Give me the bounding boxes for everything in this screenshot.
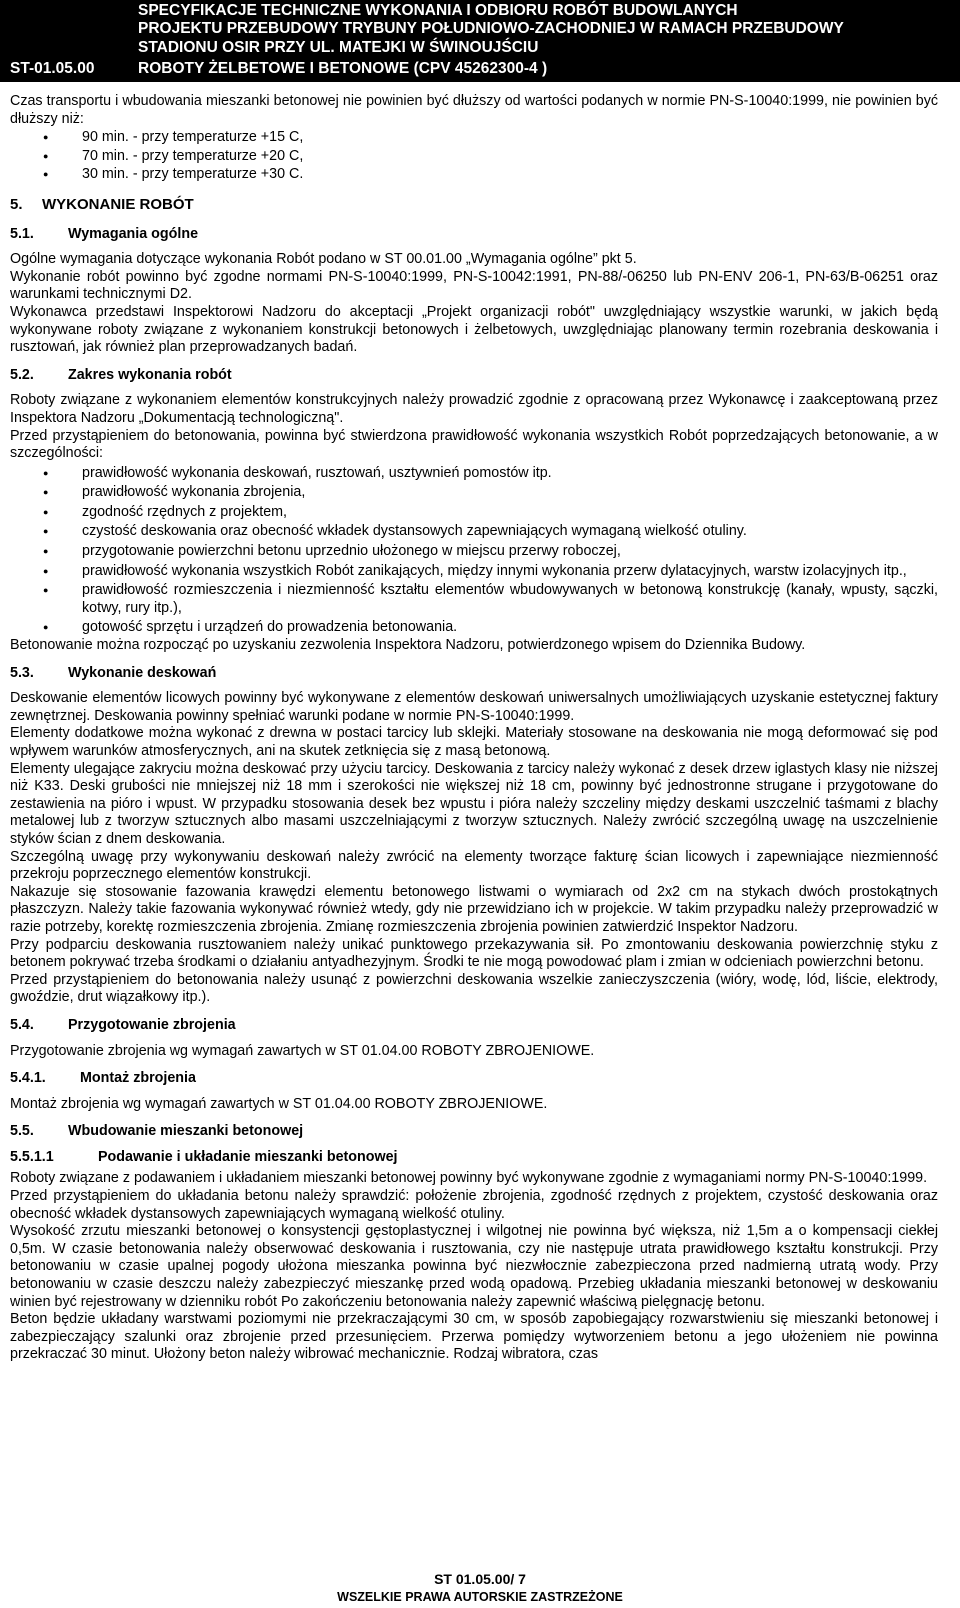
section-title: Wymagania ogólne — [68, 225, 199, 242]
list-item: ● czystość deskowania oraz obecność wkładek dystansowych zapewniających wymaganą wielkość otuliny. — [10, 523, 938, 541]
section-heading-5-2 — [10, 367, 938, 385]
paragraph: Montaż zbrojenia wg wymagań zawartych w ST 01.04.00 ROBOTY ZBROJENIOWE. — [10, 1095, 548, 1112]
paragraph: Elementy ulegające zakryciu można deskować przy użyciu tarcicy. Deskowania z tarcicy należy wykonać z desek drzew iglastych klasy nie niższej niż K33. Deski grubości nie mniejszej niż 18 mm i szerokości nie większej niż 18 cm, powinny być jednostronne strugane i przygotowane do zestawienia na pióro i wpust. W przypadku stosowania desek bez wpustu i pióra należy szczeliny między deskami uszczelnić taśmami z blachy metalowej lub z tworzyw sztucznych albo masami uszczelniającymi z tworzyw sztucznych. Należy zwrócić szczególną uwagę na uszczelnienie styków ścian z dnem deskowania. — [10, 760, 938, 847]
section-number: 5. — [10, 195, 23, 213]
section-number: 5.2. — [10, 366, 34, 383]
paragraph: Przed przystąpieniem do betonowania należy usunąć z powierzchni deskowania wszelkie zanieczyszczenia (wióry, wodę, lód, liście, elektrody, gwoździe, drut wiązałkowy itp.). — [10, 971, 938, 1006]
section-number: 5.5.1.1 — [10, 1148, 54, 1165]
list-item: ● 70 min. - przy temperaturze +20 C, — [10, 148, 938, 166]
paragraph: Szczególną uwagę przy wykonywaniu deskowań należy zwrócić na elementy tworzące fakturę ścian licowych i zapewniające niezmienność przekroju poprzecznego elementów konstrukcji. — [10, 848, 938, 883]
intro-paragraph: Czas transportu i wbudowania mieszanki betonowej nie powinien być dłuższy od wartości podanych w normie PN-S-10040:1999, nie powinien być dłuższy niż: — [10, 93, 938, 127]
list-item: ● przygotowanie powierzchni betonu uprzednio ułożonego w miejscu przerwy roboczej, — [10, 543, 938, 561]
list-item: ● prawidłowość wykonania deskowań, rusztowań, usztywnień pomostów itp. — [10, 465, 938, 483]
document-header — [0, 0, 960, 82]
header-line-3: STADIONU OSIR PRZY UL. MATEJKI W ŚWINOUJŚCIU — [138, 39, 539, 56]
paragraph: Przed przystąpieniem do betonowania, powinna być stwierdzona prawidłowość wykonania wszystkich Robót poprzedzających betonowanie, a w szczególności: — [10, 427, 938, 462]
paragraph: Elementy dodatkowe można wykonać z drewna w postaci tarcicy lub sklejki. Materiały stosowane na deskowania nie mogą deformować się pod wpływem warunków atmosferycznych, ani na skutek zetknięcia się z masą betonową. — [10, 725, 938, 759]
paragraph: Wysokość zrzutu mieszanki betonowej o konsystencji gęstoplastycznej i wilgotnej nie powinna być większa, niż 1,5m a o kompensacji ciekłej 0,5m. W czasie betonowania należy obserwować deskowania i rusztowania, czy nie następuje utrata prawidłowego kształtu konstrukcji. Przy betonowaniu w czasie upalnej pogody ułożona mieszanka powinna być niezwłocznie zabezpieczona przed nadmierną utratą wody. Przy betonowaniu w czasie deszczu należy zabezpieczyć mieszankę przed wodą opadową. Przebieg układania mieszanki betonowej w deskowaniu winien być rejestrowany w dzienniku robót Po zakończeniu betonowania należy zapewnić właściwą pielęgnację betonu. — [10, 1223, 938, 1310]
paragraph: Przed przystąpieniem do układania betonu należy sprawdzić: położenie zbrojenia, zgodność rzędnych z projektem, czystość deskowania oraz obecność wkładek dystansowych zapewniających wymaganą wielkość otuliny. — [10, 1188, 938, 1222]
section-number: 5.5. — [10, 1123, 34, 1140]
paragraph: Ogólne wymagania dotyczące wykonania Robót podano w ST 00.01.00 „Wymagania ogólne” pkt 5. — [10, 251, 637, 268]
page-number: ST 01.05.00/ 7 — [434, 1571, 526, 1587]
paragraph: Deskowanie elementów licowych powinny być wykonywane z elementów deskowań uniwersalnych umożliwiających uzyskanie estetycznej faktury zewnętrznej. Deskowania powinny spełniać warunki podane w normie PN-S-10040:1999. — [10, 690, 938, 724]
copyright-notice: WSZELKIE PRAWA AUTORSKIE ZASTRZEŻONE — [337, 1590, 623, 1604]
paragraph: Przy podparciu deskowania rusztowaniem należy unikać punktowego przekazywania sił. Po zmontowaniu deskowania powierzchnię styku z betonem pokrywać trzeba środkami o działaniu antyadhezyjnym. Środki te nie mogą powodować plam i zmian w odcieniach powierzchni betonu. — [10, 936, 938, 971]
section-heading-5-5-1-1 — [10, 1149, 938, 1167]
spec-title: ROBOTY ŻELBETOWE I BETONOWE (CPV 45262300-4 ) — [138, 60, 548, 77]
paragraph: Wykonawca przedstawi Inspektorowi Nadzoru do akceptacji „Projekt organizacji robót" uwzględniający wszystkie warunki, w jakich będą wykonywane roboty związane z wykonaniem konstrukcji betonowych i żelbetowych, uwzględniając planowany termin rozebrania deskowania i rusztowań, jak również plan przeprowadzanych badań. — [10, 303, 938, 356]
section-title: Montaż zbrojenia — [80, 1070, 196, 1087]
paragraph: Nakazuje się stosowanie fazowania krawędzi elementu betonowego listwami o wymiarach od 2x2 cm na stykach dwóch prostokątnych płaszczyzn. Należy takie fazowania wykonywać również wtedy, gdy nie przewidziano ich w projekcie. W takim przypadku należy przeprowadzić w razie potrzeby, korektę rozmieszczenia zbrojenia. Zmianę rozmieszczenia zbrojenia powinien zatwierdzić Inspektor Nadzoru. — [10, 883, 938, 935]
section-heading-5 — [10, 196, 938, 214]
section-heading-5-4-1 — [10, 1070, 938, 1088]
section-title: Zakres wykonania robót — [68, 366, 232, 383]
section-number: 5.3. — [10, 664, 34, 681]
section-title: Wykonanie deskowań — [68, 664, 217, 681]
header-line-1: SPECYFIKACJE TECHNICZNE WYKONANIA I ODBIORU ROBÓT BUDOWLANYCH — [138, 2, 738, 19]
section-number: 5.4.1. — [10, 1070, 46, 1087]
section-heading-5-4 — [10, 1017, 938, 1035]
section-heading-5-3 — [10, 665, 938, 683]
intro-list — [10, 129, 938, 184]
list-item: ● prawidłowość wykonania zbrojenia, — [10, 484, 938, 502]
paragraph: Roboty związane z wykonaniem elementów konstrukcyjnych należy prowadzić zgodnie z opracowaną przez Wykonawcę i zaakceptowaną przez Inspektora Nadzoru „Dokumentacją technologiczną". — [10, 392, 938, 426]
list-item: ● gotowość sprzętu i urządzeń do prowadzenia betonowania. — [10, 619, 938, 637]
list-item: ● prawidłowość wykonania wszystkich Robót zanikających, między innymi wykonania przerw dylatacyjnych, warstw izolacyjnych itp., — [10, 563, 938, 581]
section-title: WYKONANIE ROBÓT — [42, 195, 194, 213]
paragraph: Beton będzie układany warstwami poziomymi nie przekraczającymi 30 cm, w sposób zapobiegający rozwarstwieniu się mieszanki betonowej i zabezpieczający szalunki oraz zbrojenie przed przesunięciem. Przerwa pomiędzy wytworzeniem betonu a jego ułożeniem nie powinna przekraczać 30 minut. Ułożony beton należy wibrować mechanicznie. Rodzaj wibratora, czas — [10, 1311, 938, 1363]
document-body — [10, 93, 938, 1364]
list-item: ● 30 min. - przy temperaturze +30 C. — [10, 166, 938, 184]
paragraph: Przygotowanie zbrojenia wg wymagań zawartych w ST 01.04.00 ROBOTY ZBROJENIOWE. — [10, 1042, 595, 1059]
paragraph: Roboty związane z podawaniem i układaniem mieszanki betonowej powinny być wykonywane zgodnie z wymaganiami normy PN-S-10040:1999. — [10, 1170, 928, 1187]
list-item: ● prawidłowość rozmieszczenia i niezmienność kształtu elementów wbudowywanych w betonową konstrukcję (kanały, wpusty, sączki, kotwy, rury itp.), — [10, 582, 938, 617]
paragraph: Betonowanie można rozpocząć po uzyskaniu zezwolenia Inspektora Nadzoru, potwierdzonego wpisem do Dziennika Budowy. — [10, 637, 806, 654]
section-number: 5.1. — [10, 225, 34, 242]
paragraph: Wykonanie robót powinno być zgodne normami PN-S-10040:1999, PN-S-10042:1991, PN-88/-06250 lub PN-ENV 206-1, PN-63/B-06251 oraz warunkami technicznymi D2. — [10, 268, 938, 303]
list-item: ● 90 min. - przy temperaturze +15 C, — [10, 129, 938, 147]
list-item: ● zgodność rzędnych z projektem, — [10, 504, 938, 522]
section-title: Podawanie i układanie mieszanki betonowej — [98, 1148, 398, 1165]
section-number: 5.4. — [10, 1016, 34, 1033]
precondition-list — [10, 465, 938, 637]
header-line-2: PROJEKTU PRZEBUDOWY TRYBUNY POŁUDNIOWO-ZACHODNIEJ W RAMACH PRZEBUDOWY — [138, 20, 844, 37]
section-heading-5-1 — [10, 226, 938, 244]
section-title: Wbudowanie mieszanki betonowej — [68, 1123, 304, 1140]
section-title: Przygotowanie zbrojenia — [68, 1016, 236, 1033]
section-heading-5-5 — [10, 1123, 938, 1141]
spec-code: ST-01.05.00 — [10, 60, 95, 77]
